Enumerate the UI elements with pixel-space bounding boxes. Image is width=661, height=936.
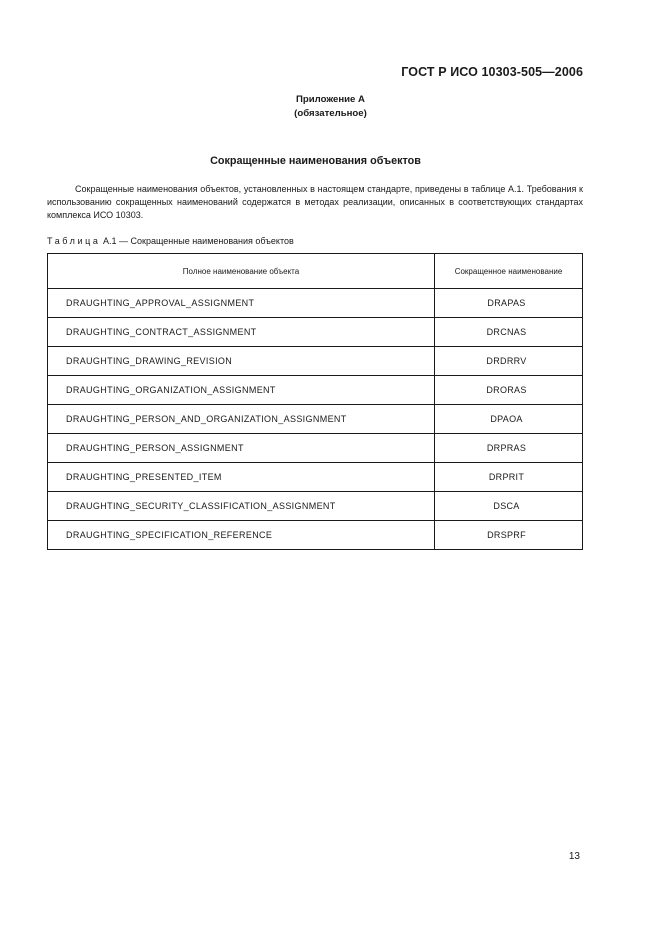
annex-heading bbox=[0, 93, 661, 121]
full-name-cell: DRAUGHTING_PRESENTED_ITEM bbox=[48, 463, 435, 492]
full-name-cell: DRAUGHTING_CONTRACT_ASSIGNMENT bbox=[48, 318, 435, 347]
full-name-cell: DRAUGHTING_PERSON_ASSIGNMENT bbox=[48, 434, 435, 463]
intro-paragraph bbox=[47, 183, 583, 223]
full-name-cell: DRAUGHTING_APPROVAL_ASSIGNMENT bbox=[48, 289, 435, 318]
document-id: ГОСТ Р ИСО 10303-505—2006 bbox=[401, 65, 583, 79]
full-name-cell: DRAUGHTING_DRAWING_REVISION bbox=[48, 347, 435, 376]
table-row bbox=[48, 376, 583, 405]
short-name-cell: DRPRIT bbox=[435, 463, 583, 492]
table-row bbox=[48, 434, 583, 463]
short-name-cell: DRORAS bbox=[435, 376, 583, 405]
table-row bbox=[48, 289, 583, 318]
annex-status: (обязательное) bbox=[294, 108, 367, 119]
full-name-cell: DRAUGHTING_PERSON_AND_ORGANIZATION_ASSIGNMENT bbox=[48, 405, 435, 434]
short-name-cell: DRPRAS bbox=[435, 434, 583, 463]
page-number: 13 bbox=[568, 851, 580, 862]
table-row bbox=[48, 492, 583, 521]
short-name-cell: DRSPRF bbox=[435, 521, 583, 550]
short-name-cell: DRCNAS bbox=[435, 318, 583, 347]
table-header-row bbox=[48, 254, 583, 289]
annex-title: Приложение А bbox=[296, 94, 365, 105]
intro-paragraph-text: Сокращенные наименования объектов, установленных в настоящем стандарте, приведены в таблице А.1. Требования к использованию сокращенных наименований содержатся в методах реализации, описанных в соответствующих стандартах комплекса ИСО 10303. bbox=[47, 184, 583, 221]
header-short-name: Сокращенное наименование bbox=[435, 254, 583, 289]
full-name-cell: DRAUGHTING_ORGANIZATION_ASSIGNMENT bbox=[48, 376, 435, 405]
short-name-cell: DRAPAS bbox=[435, 289, 583, 318]
table-caption-text: А.1 — Сокращенные наименования объектов bbox=[103, 236, 294, 246]
short-name-cell: DPAOA bbox=[435, 405, 583, 434]
full-name-cell: DRAUGHTING_SECURITY_CLASSIFICATION_ASSIGNMENT bbox=[48, 492, 435, 521]
table-caption-label: Таблица bbox=[47, 236, 101, 246]
table-row bbox=[48, 347, 583, 376]
short-name-cell: DSCA bbox=[435, 492, 583, 521]
table-row bbox=[48, 318, 583, 347]
full-name-cell: DRAUGHTING_SPECIFICATION_REFERENCE bbox=[48, 521, 435, 550]
abbreviations-table bbox=[47, 253, 583, 550]
section-title: Сокращенные наименования объектов bbox=[210, 155, 421, 167]
short-name-cell: DRDRRV bbox=[435, 347, 583, 376]
table-row bbox=[48, 405, 583, 434]
table-row bbox=[48, 463, 583, 492]
header-full-name: Полное наименование объекта bbox=[48, 254, 435, 289]
table-row bbox=[48, 521, 583, 550]
table-caption bbox=[47, 236, 294, 246]
